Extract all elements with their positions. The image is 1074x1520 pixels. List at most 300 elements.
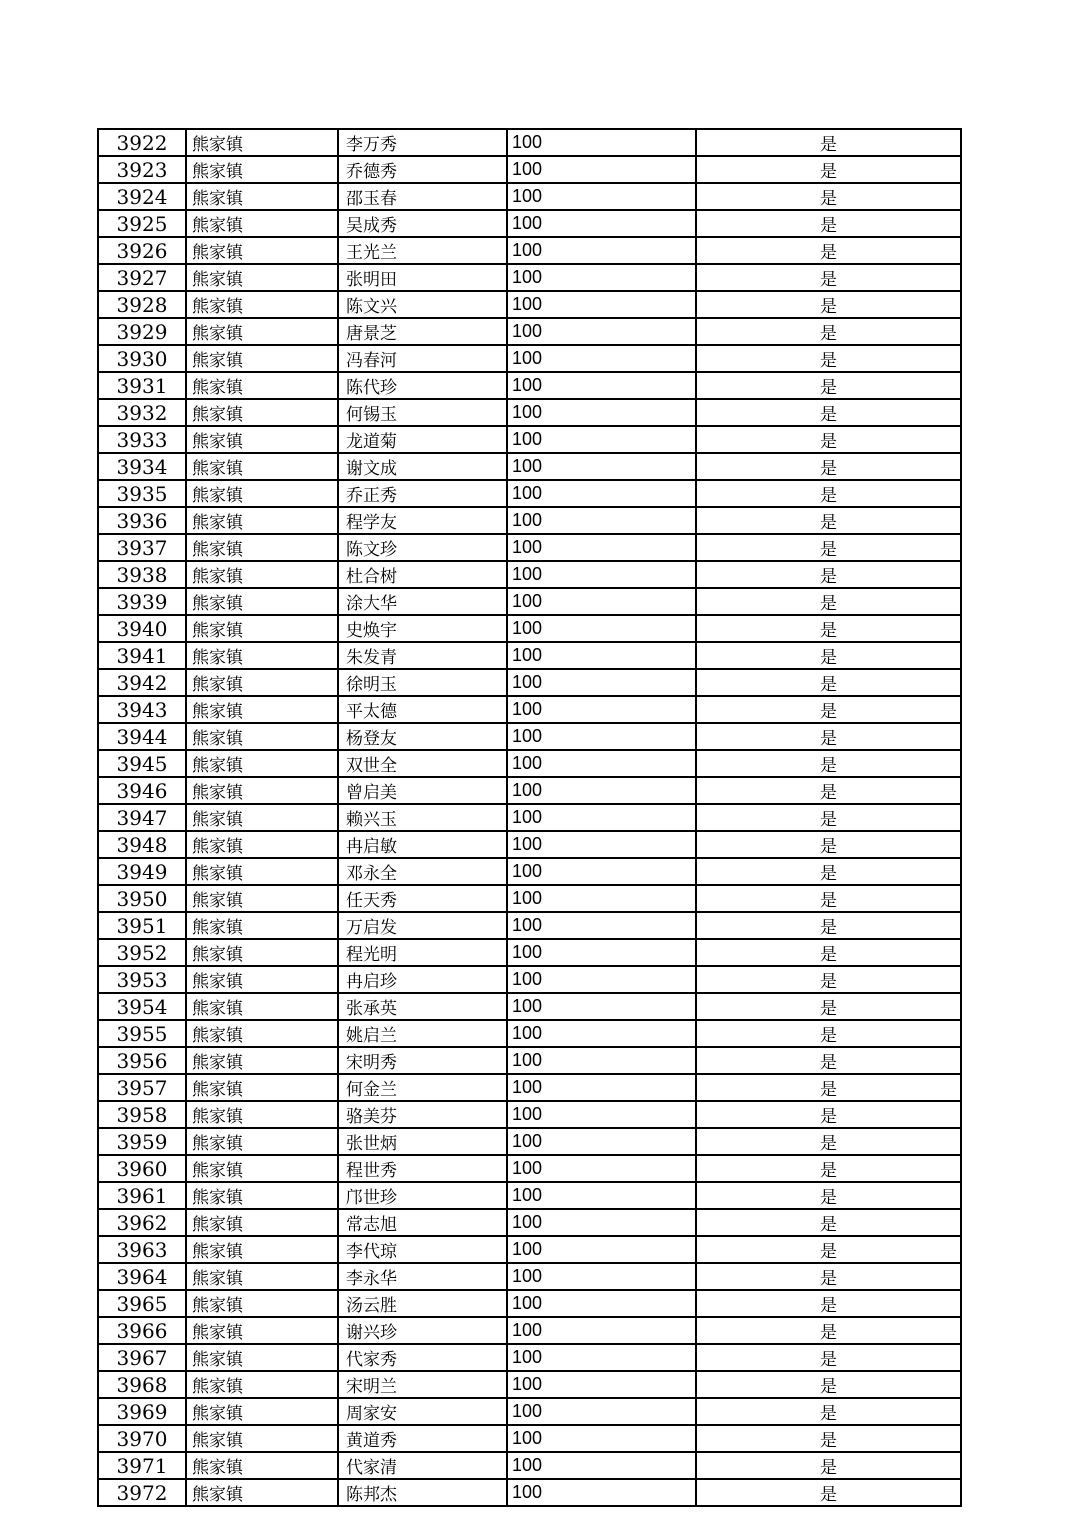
row-number-cell: 3933 — [98, 426, 186, 453]
score-cell: 100 — [507, 183, 696, 210]
person-name-cell: 程光明 — [338, 939, 507, 966]
flag-cell: 是 — [696, 264, 961, 291]
flag-cell: 是 — [696, 615, 961, 642]
row-number-cell: 3927 — [98, 264, 186, 291]
flag-cell: 是 — [696, 750, 961, 777]
row-number-cell: 3923 — [98, 156, 186, 183]
flag-cell: 是 — [696, 507, 961, 534]
flag-cell: 是 — [696, 1209, 961, 1236]
row-number-cell: 3953 — [98, 966, 186, 993]
person-name-cell: 唐景芝 — [338, 318, 507, 345]
row-number-cell: 3956 — [98, 1047, 186, 1074]
town-cell: 熊家镇 — [186, 210, 338, 237]
row-number-cell: 3949 — [98, 858, 186, 885]
flag-cell: 是 — [696, 453, 961, 480]
town-cell: 熊家镇 — [186, 1398, 338, 1425]
town-cell: 熊家镇 — [186, 156, 338, 183]
town-cell: 熊家镇 — [186, 723, 338, 750]
table-row — [98, 1155, 961, 1182]
person-name-cell: 常志旭 — [338, 1209, 507, 1236]
flag-cell: 是 — [696, 129, 961, 156]
row-number-cell: 3960 — [98, 1155, 186, 1182]
person-name-cell: 陈邦杰 — [338, 1479, 507, 1506]
score-cell: 100 — [507, 1344, 696, 1371]
row-number-cell: 3948 — [98, 831, 186, 858]
row-number-cell: 3966 — [98, 1317, 186, 1344]
score-cell: 100 — [507, 723, 696, 750]
flag-cell: 是 — [696, 1020, 961, 1047]
score-cell: 100 — [507, 804, 696, 831]
flag-cell: 是 — [696, 318, 961, 345]
score-cell: 100 — [507, 615, 696, 642]
score-cell: 100 — [507, 642, 696, 669]
score-cell: 100 — [507, 1182, 696, 1209]
score-cell: 100 — [507, 1101, 696, 1128]
flag-cell: 是 — [696, 1479, 961, 1506]
score-cell: 100 — [507, 372, 696, 399]
row-number-cell: 3962 — [98, 1209, 186, 1236]
row-number-cell: 3947 — [98, 804, 186, 831]
row-number-cell: 3943 — [98, 696, 186, 723]
score-cell: 100 — [507, 291, 696, 318]
person-name-cell: 万启发 — [338, 912, 507, 939]
score-cell: 100 — [507, 237, 696, 264]
flag-cell: 是 — [696, 642, 961, 669]
town-cell: 熊家镇 — [186, 1452, 338, 1479]
table-row — [98, 1290, 961, 1317]
town-cell: 熊家镇 — [186, 1020, 338, 1047]
town-cell: 熊家镇 — [186, 804, 338, 831]
row-number-cell: 3957 — [98, 1074, 186, 1101]
row-number-cell: 3965 — [98, 1290, 186, 1317]
town-cell: 熊家镇 — [186, 318, 338, 345]
flag-cell: 是 — [696, 372, 961, 399]
flag-cell: 是 — [696, 831, 961, 858]
table-row — [98, 1263, 961, 1290]
score-cell: 100 — [507, 1452, 696, 1479]
person-name-cell: 李代琼 — [338, 1236, 507, 1263]
score-cell: 100 — [507, 1047, 696, 1074]
table-row — [98, 642, 961, 669]
table-row — [98, 237, 961, 264]
score-cell: 100 — [507, 480, 696, 507]
score-cell: 100 — [507, 1020, 696, 1047]
person-name-cell: 赖兴玉 — [338, 804, 507, 831]
row-number-cell: 3939 — [98, 588, 186, 615]
score-cell: 100 — [507, 696, 696, 723]
table-row — [98, 345, 961, 372]
person-name-cell: 汤云胜 — [338, 1290, 507, 1317]
person-name-cell: 程学友 — [338, 507, 507, 534]
score-cell: 100 — [507, 831, 696, 858]
town-cell: 熊家镇 — [186, 669, 338, 696]
table-row — [98, 858, 961, 885]
flag-cell: 是 — [696, 291, 961, 318]
score-cell: 100 — [507, 453, 696, 480]
flag-cell: 是 — [696, 966, 961, 993]
score-cell: 100 — [507, 1074, 696, 1101]
score-cell: 100 — [507, 1317, 696, 1344]
town-cell: 熊家镇 — [186, 453, 338, 480]
town-cell: 熊家镇 — [186, 912, 338, 939]
flag-cell: 是 — [696, 723, 961, 750]
person-name-cell: 骆美芬 — [338, 1101, 507, 1128]
flag-cell: 是 — [696, 534, 961, 561]
person-name-cell: 徐明玉 — [338, 669, 507, 696]
town-cell: 熊家镇 — [186, 696, 338, 723]
table-row — [98, 1128, 961, 1155]
score-cell: 100 — [507, 507, 696, 534]
town-cell: 熊家镇 — [186, 183, 338, 210]
person-name-cell: 吴成秀 — [338, 210, 507, 237]
person-name-cell: 任天秀 — [338, 885, 507, 912]
town-cell: 熊家镇 — [186, 1344, 338, 1371]
person-name-cell: 朱发青 — [338, 642, 507, 669]
table-row — [98, 453, 961, 480]
table-row — [98, 696, 961, 723]
town-cell: 熊家镇 — [186, 1209, 338, 1236]
table-row — [98, 1344, 961, 1371]
score-cell: 100 — [507, 750, 696, 777]
row-number-cell: 3929 — [98, 318, 186, 345]
town-cell: 熊家镇 — [186, 885, 338, 912]
person-name-cell: 何金兰 — [338, 1074, 507, 1101]
score-cell: 100 — [507, 1236, 696, 1263]
table-row — [98, 210, 961, 237]
person-name-cell: 陈文珍 — [338, 534, 507, 561]
score-cell: 100 — [507, 1290, 696, 1317]
town-cell: 熊家镇 — [186, 1290, 338, 1317]
person-name-cell: 张明田 — [338, 264, 507, 291]
row-number-cell: 3970 — [98, 1425, 186, 1452]
table-row — [98, 1209, 961, 1236]
score-cell: 100 — [507, 561, 696, 588]
score-cell: 100 — [507, 939, 696, 966]
table-row — [98, 183, 961, 210]
table-row — [98, 750, 961, 777]
score-cell: 100 — [507, 669, 696, 696]
table-row — [98, 156, 961, 183]
row-number-cell: 3934 — [98, 453, 186, 480]
town-cell: 熊家镇 — [186, 858, 338, 885]
row-number-cell: 3950 — [98, 885, 186, 912]
score-cell: 100 — [507, 534, 696, 561]
row-number-cell: 3967 — [98, 1344, 186, 1371]
town-cell: 熊家镇 — [186, 1371, 338, 1398]
row-number-cell: 3946 — [98, 777, 186, 804]
table-row — [98, 1398, 961, 1425]
person-name-cell: 乔正秀 — [338, 480, 507, 507]
score-cell: 100 — [507, 1155, 696, 1182]
person-name-cell: 冉启珍 — [338, 966, 507, 993]
town-cell: 熊家镇 — [186, 1182, 338, 1209]
table-row — [98, 507, 961, 534]
person-name-cell: 邓永全 — [338, 858, 507, 885]
row-number-cell: 3937 — [98, 534, 186, 561]
score-cell: 100 — [507, 1398, 696, 1425]
row-number-cell: 3968 — [98, 1371, 186, 1398]
table-row — [98, 939, 961, 966]
flag-cell: 是 — [696, 885, 961, 912]
person-name-cell: 冯春河 — [338, 345, 507, 372]
flag-cell: 是 — [696, 1398, 961, 1425]
flag-cell: 是 — [696, 156, 961, 183]
flag-cell: 是 — [696, 1452, 961, 1479]
town-cell: 熊家镇 — [186, 426, 338, 453]
score-cell: 100 — [507, 129, 696, 156]
table-row — [98, 1047, 961, 1074]
table-row — [98, 1020, 961, 1047]
flag-cell: 是 — [696, 804, 961, 831]
row-number-cell: 3971 — [98, 1452, 186, 1479]
person-name-cell: 张承英 — [338, 993, 507, 1020]
row-number-cell: 3931 — [98, 372, 186, 399]
flag-cell: 是 — [696, 696, 961, 723]
flag-cell: 是 — [696, 426, 961, 453]
row-number-cell: 3952 — [98, 939, 186, 966]
row-number-cell: 3930 — [98, 345, 186, 372]
town-cell: 熊家镇 — [186, 237, 338, 264]
row-number-cell: 3969 — [98, 1398, 186, 1425]
person-name-cell: 程世秀 — [338, 1155, 507, 1182]
score-cell: 100 — [507, 399, 696, 426]
table-row — [98, 399, 961, 426]
row-number-cell: 3959 — [98, 1128, 186, 1155]
flag-cell: 是 — [696, 1344, 961, 1371]
score-cell: 100 — [507, 1425, 696, 1452]
row-number-cell: 3964 — [98, 1263, 186, 1290]
person-name-cell: 陈文兴 — [338, 291, 507, 318]
person-name-cell: 双世全 — [338, 750, 507, 777]
score-cell: 100 — [507, 885, 696, 912]
person-name-cell: 谢文成 — [338, 453, 507, 480]
person-name-cell: 曾启美 — [338, 777, 507, 804]
row-number-cell: 3955 — [98, 1020, 186, 1047]
person-name-cell: 代家清 — [338, 1452, 507, 1479]
town-cell: 熊家镇 — [186, 561, 338, 588]
table-row — [98, 129, 961, 156]
town-cell: 熊家镇 — [186, 777, 338, 804]
score-cell: 100 — [507, 1209, 696, 1236]
score-cell: 100 — [507, 210, 696, 237]
flag-cell: 是 — [696, 1182, 961, 1209]
person-name-cell: 杨登友 — [338, 723, 507, 750]
flag-cell: 是 — [696, 210, 961, 237]
table-row — [98, 264, 961, 291]
score-cell: 100 — [507, 318, 696, 345]
town-cell: 熊家镇 — [186, 1317, 338, 1344]
town-cell: 熊家镇 — [186, 642, 338, 669]
row-number-cell: 3951 — [98, 912, 186, 939]
person-name-cell: 史焕宇 — [338, 615, 507, 642]
score-cell: 100 — [507, 1128, 696, 1155]
town-cell: 熊家镇 — [186, 750, 338, 777]
table-row — [98, 1425, 961, 1452]
person-name-cell: 涂大华 — [338, 588, 507, 615]
table-row — [98, 777, 961, 804]
flag-cell: 是 — [696, 399, 961, 426]
person-name-cell: 姚启兰 — [338, 1020, 507, 1047]
row-number-cell: 3958 — [98, 1101, 186, 1128]
town-cell: 熊家镇 — [186, 1155, 338, 1182]
flag-cell: 是 — [696, 1128, 961, 1155]
town-cell: 熊家镇 — [186, 1128, 338, 1155]
person-name-cell: 邵玉春 — [338, 183, 507, 210]
flag-cell: 是 — [696, 669, 961, 696]
town-cell: 熊家镇 — [186, 345, 338, 372]
person-name-cell: 李永华 — [338, 1263, 507, 1290]
records-table — [97, 128, 962, 1507]
flag-cell: 是 — [696, 1317, 961, 1344]
town-cell: 熊家镇 — [186, 1425, 338, 1452]
person-name-cell: 张世炳 — [338, 1128, 507, 1155]
person-name-cell: 宋明秀 — [338, 1047, 507, 1074]
table-row — [98, 912, 961, 939]
person-name-cell: 何锡玉 — [338, 399, 507, 426]
row-number-cell: 3924 — [98, 183, 186, 210]
row-number-cell: 3935 — [98, 480, 186, 507]
town-cell: 熊家镇 — [186, 1263, 338, 1290]
town-cell: 熊家镇 — [186, 1047, 338, 1074]
score-cell: 100 — [507, 156, 696, 183]
table-row — [98, 588, 961, 615]
table-row — [98, 426, 961, 453]
score-cell: 100 — [507, 993, 696, 1020]
town-cell: 熊家镇 — [186, 399, 338, 426]
table-row — [98, 831, 961, 858]
row-number-cell: 3942 — [98, 669, 186, 696]
table-row — [98, 372, 961, 399]
person-name-cell: 王光兰 — [338, 237, 507, 264]
table-row — [98, 804, 961, 831]
score-cell: 100 — [507, 777, 696, 804]
flag-cell: 是 — [696, 345, 961, 372]
table-row — [98, 1479, 961, 1506]
row-number-cell: 3944 — [98, 723, 186, 750]
table-row — [98, 561, 961, 588]
town-cell: 熊家镇 — [186, 939, 338, 966]
flag-cell: 是 — [696, 1101, 961, 1128]
person-name-cell: 谢兴珍 — [338, 1317, 507, 1344]
town-cell: 熊家镇 — [186, 507, 338, 534]
town-cell: 熊家镇 — [186, 534, 338, 561]
flag-cell: 是 — [696, 237, 961, 264]
person-name-cell: 陈代珍 — [338, 372, 507, 399]
flag-cell: 是 — [696, 939, 961, 966]
score-cell: 100 — [507, 966, 696, 993]
flag-cell: 是 — [696, 1236, 961, 1263]
town-cell: 熊家镇 — [186, 264, 338, 291]
flag-cell: 是 — [696, 480, 961, 507]
town-cell: 熊家镇 — [186, 1101, 338, 1128]
score-cell: 100 — [507, 588, 696, 615]
table-row — [98, 1074, 961, 1101]
flag-cell: 是 — [696, 858, 961, 885]
town-cell: 熊家镇 — [186, 372, 338, 399]
table-row — [98, 480, 961, 507]
town-cell: 熊家镇 — [186, 588, 338, 615]
row-number-cell: 3941 — [98, 642, 186, 669]
person-name-cell: 平太德 — [338, 696, 507, 723]
score-cell: 100 — [507, 858, 696, 885]
row-number-cell: 3928 — [98, 291, 186, 318]
person-name-cell: 李万秀 — [338, 129, 507, 156]
table-row — [98, 1371, 961, 1398]
row-number-cell: 3926 — [98, 237, 186, 264]
town-cell: 熊家镇 — [186, 993, 338, 1020]
table-row — [98, 1182, 961, 1209]
score-cell: 100 — [507, 345, 696, 372]
flag-cell: 是 — [696, 1263, 961, 1290]
row-number-cell: 3963 — [98, 1236, 186, 1263]
flag-cell: 是 — [696, 561, 961, 588]
person-name-cell: 黄道秀 — [338, 1425, 507, 1452]
table-row — [98, 1101, 961, 1128]
table-row — [98, 615, 961, 642]
row-number-cell: 3922 — [98, 129, 186, 156]
person-name-cell: 冉启敏 — [338, 831, 507, 858]
table-row — [98, 291, 961, 318]
person-name-cell: 杜合树 — [338, 561, 507, 588]
person-name-cell: 宋明兰 — [338, 1371, 507, 1398]
row-number-cell: 3961 — [98, 1182, 186, 1209]
table-row — [98, 1317, 961, 1344]
table-row — [98, 723, 961, 750]
town-cell: 熊家镇 — [186, 615, 338, 642]
person-name-cell: 代家秀 — [338, 1344, 507, 1371]
person-name-cell: 邝世珍 — [338, 1182, 507, 1209]
flag-cell: 是 — [696, 993, 961, 1020]
town-cell: 熊家镇 — [186, 831, 338, 858]
score-cell: 100 — [507, 426, 696, 453]
score-cell: 100 — [507, 912, 696, 939]
table-row — [98, 885, 961, 912]
row-number-cell: 3972 — [98, 1479, 186, 1506]
person-name-cell: 乔德秀 — [338, 156, 507, 183]
town-cell: 熊家镇 — [186, 291, 338, 318]
table-row — [98, 966, 961, 993]
table-row — [98, 1452, 961, 1479]
person-name-cell: 龙道菊 — [338, 426, 507, 453]
flag-cell: 是 — [696, 912, 961, 939]
flag-cell: 是 — [696, 588, 961, 615]
score-cell: 100 — [507, 264, 696, 291]
score-cell: 100 — [507, 1263, 696, 1290]
table-row — [98, 1236, 961, 1263]
flag-cell: 是 — [696, 1047, 961, 1074]
row-number-cell: 3932 — [98, 399, 186, 426]
flag-cell: 是 — [696, 777, 961, 804]
flag-cell: 是 — [696, 1155, 961, 1182]
flag-cell: 是 — [696, 1371, 961, 1398]
table-row — [98, 318, 961, 345]
town-cell: 熊家镇 — [186, 1074, 338, 1101]
flag-cell: 是 — [696, 1074, 961, 1101]
town-cell: 熊家镇 — [186, 1479, 338, 1506]
row-number-cell: 3954 — [98, 993, 186, 1020]
table-row — [98, 534, 961, 561]
records-table-body — [98, 129, 961, 1506]
row-number-cell: 3938 — [98, 561, 186, 588]
town-cell: 熊家镇 — [186, 1236, 338, 1263]
score-cell: 100 — [507, 1479, 696, 1506]
town-cell: 熊家镇 — [186, 966, 338, 993]
flag-cell: 是 — [696, 1290, 961, 1317]
row-number-cell: 3925 — [98, 210, 186, 237]
flag-cell: 是 — [696, 1425, 961, 1452]
flag-cell: 是 — [696, 183, 961, 210]
table-row — [98, 993, 961, 1020]
